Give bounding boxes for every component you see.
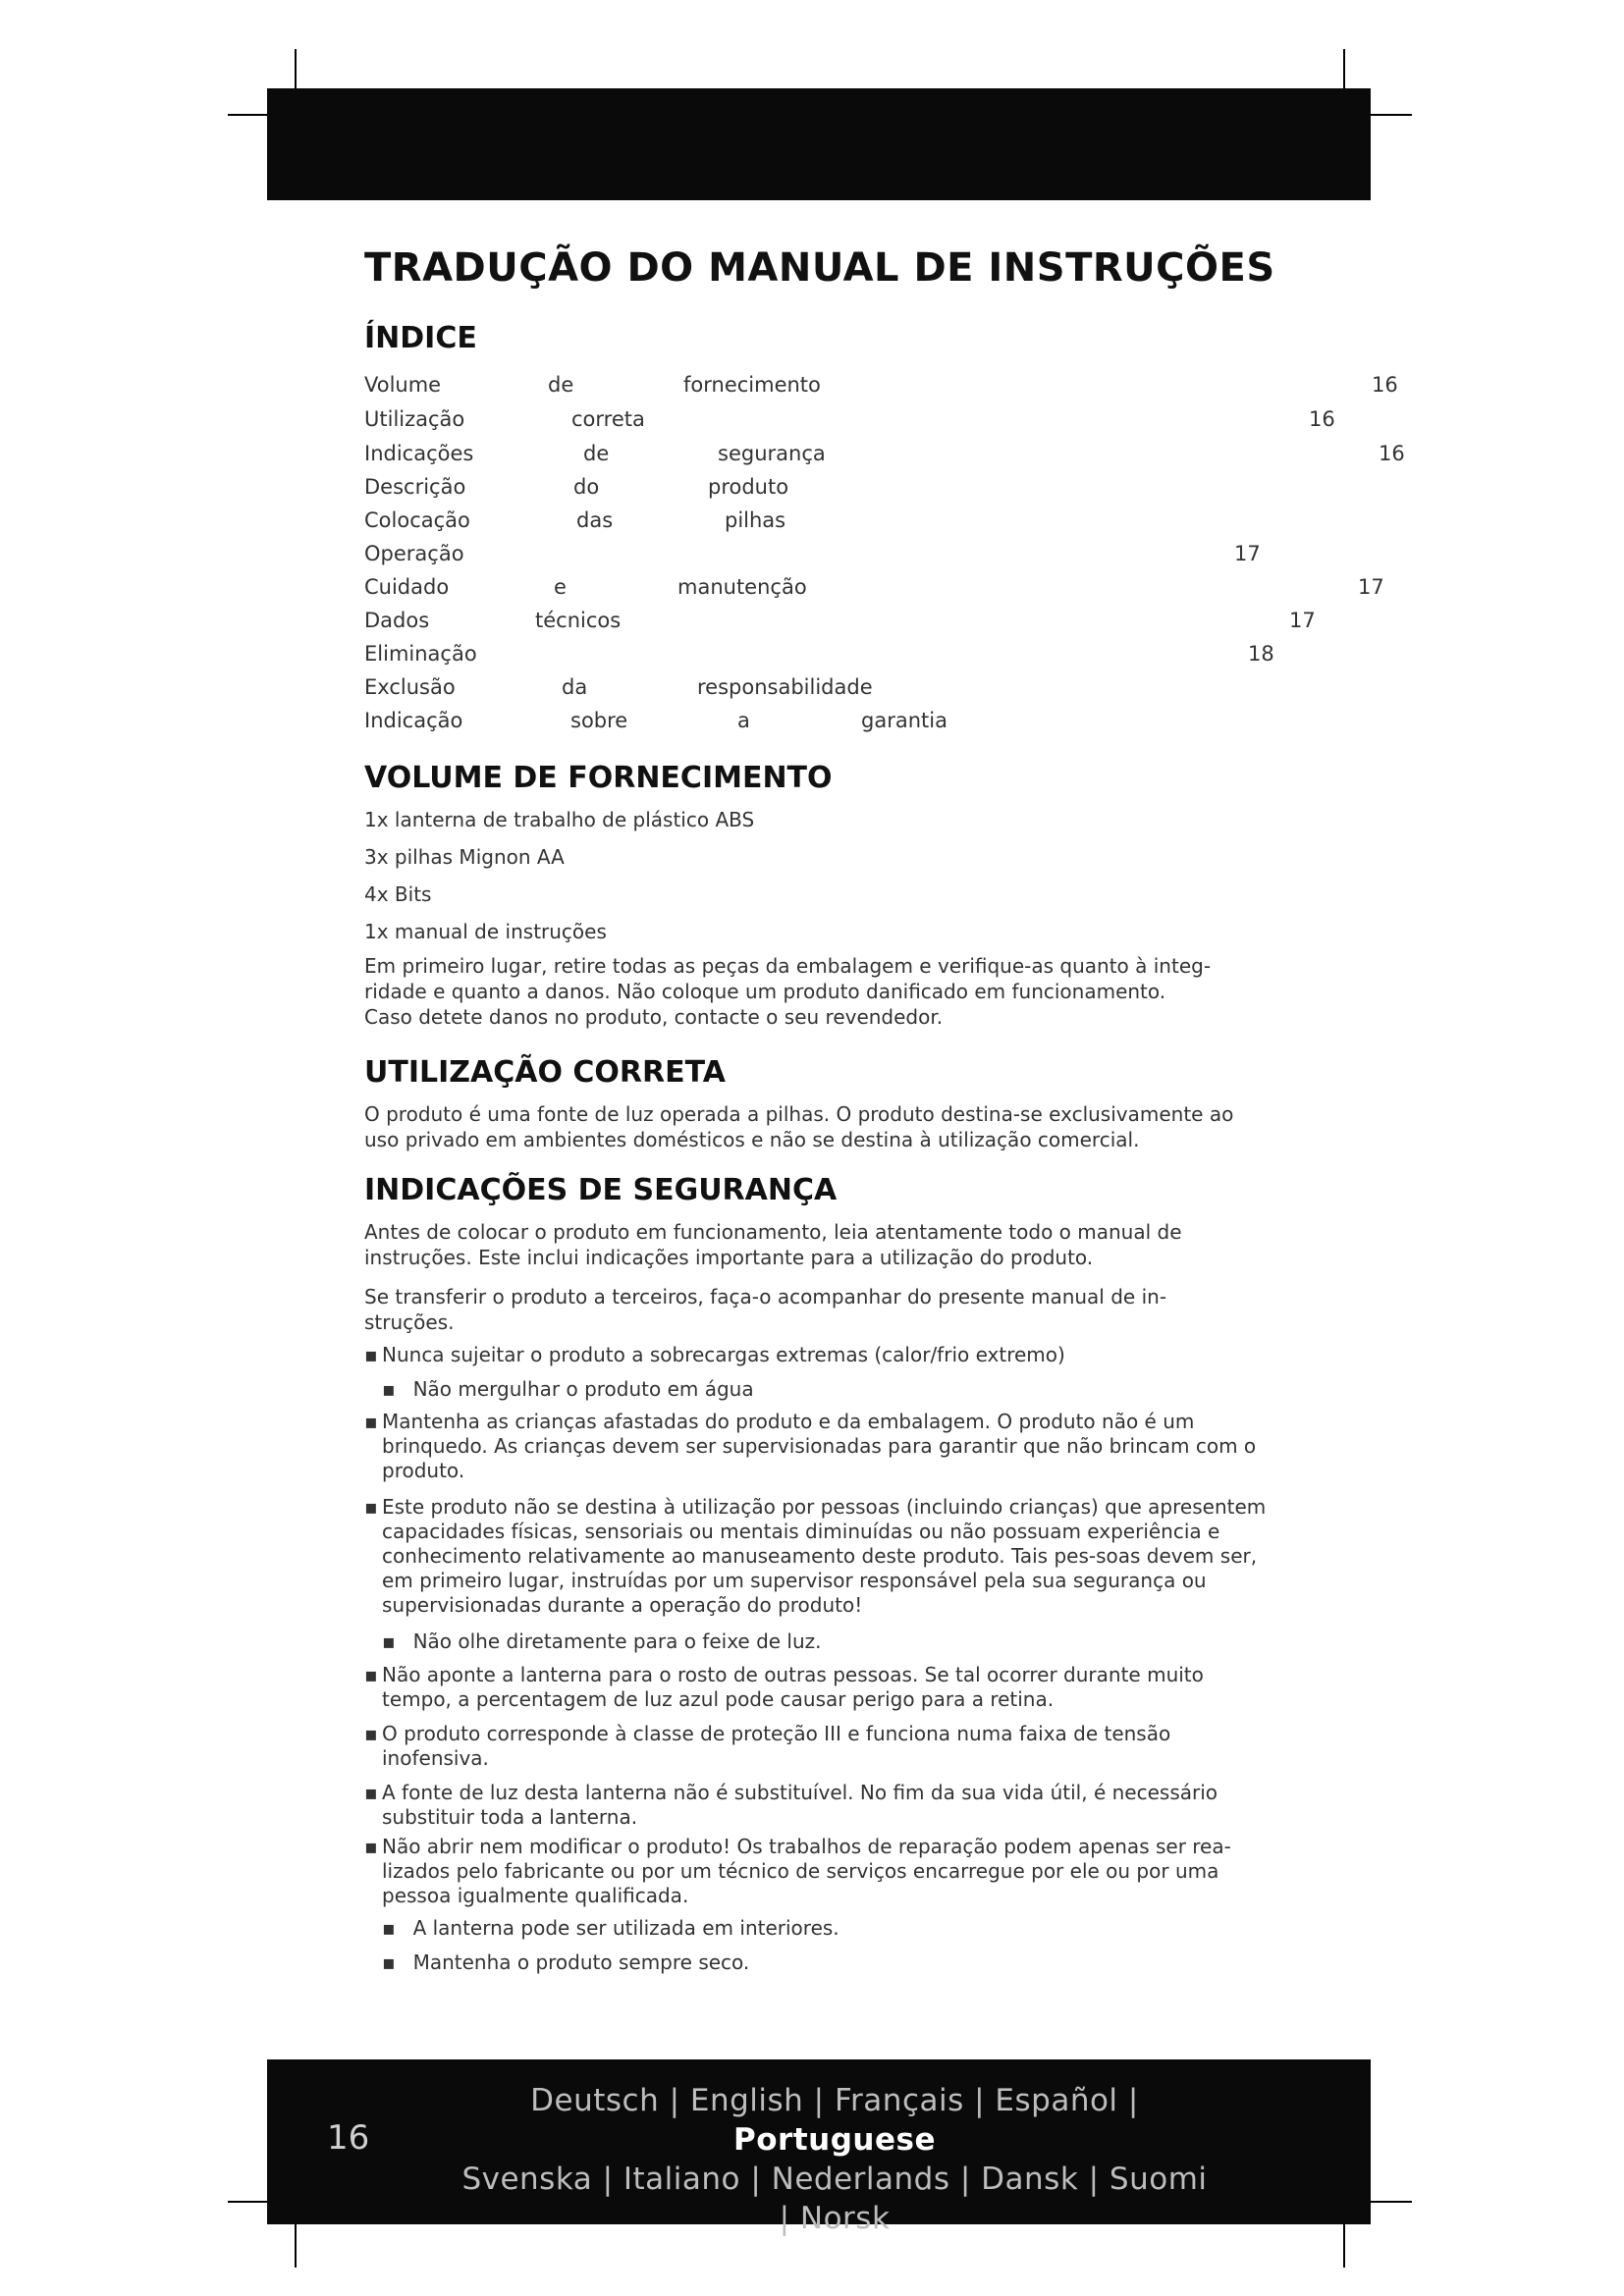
list-item: 1x lanterna de trabalho de plástico ABS — [364, 808, 755, 831]
toc-word: pilhas — [725, 508, 786, 532]
crop-mark — [295, 2220, 297, 2268]
bullet-icon: ▪ — [364, 1410, 378, 1433]
bullet-text: Não abrir nem modificar o produto! Os trabalhos de reparação podem apenas ser rea-lizados pelo fabricante ou por um técnico de serviços encarregue por ele ou por uma pessoa igualmente qualificada. — [382, 1835, 1231, 1907]
toc-word: a — [737, 709, 750, 732]
sub-bullet-item — [382, 1916, 839, 1940]
toc-page: 17 — [1358, 575, 1384, 599]
sub-bullet-item — [382, 1629, 822, 1653]
list-item: 3x pilhas Mignon AA — [364, 845, 565, 869]
paragraph: Em primeiro lugar, retire todas as peças da embalagem e verifique-as quanto à integ-ridade e quanto a danos. Não coloque um produto danificado em funcionamento. Caso detete danos no produto, contacte o seu revendedor. — [364, 954, 1212, 1029]
toc-word: Dados — [364, 609, 430, 632]
bullet-text: A fonte de luz desta lanterna não é substituível. No fim da sua vida útil, é necessário substituir toda a lanterna. — [382, 1781, 1218, 1829]
crop-mark — [1343, 2220, 1345, 2268]
bullet-icon: ▪ — [382, 1916, 396, 1940]
toc-heading: ÍNDICE — [364, 321, 477, 355]
bullet-text: Nunca sujeitar o produto a sobrecargas extremas (calor/frio extremo) — [382, 1343, 1065, 1366]
bullet-text: O produto corresponde à classe de proteção III e funciona numa faixa de tensão inofensiva. — [382, 1722, 1171, 1770]
list-item: 1x manual de instruções — [364, 920, 607, 943]
language-list[interactable]: Svenska | Italiano | Nederlands | Dansk | Suomi | Norsk — [461, 2162, 1208, 2236]
bullet-icon: ▪ — [382, 1950, 396, 1974]
toc-word: Descrição — [364, 475, 466, 499]
toc-word: e — [554, 575, 567, 599]
language-line — [452, 2081, 1218, 2160]
toc-word: Eliminação — [364, 642, 477, 666]
bullet-icon: ▪ — [364, 1663, 378, 1686]
bullet-item — [364, 1781, 1277, 1830]
language-selector — [452, 2081, 1218, 2238]
toc-word: do — [573, 475, 600, 499]
bullet-text: A lanterna pode ser utilizada em interiores. — [412, 1916, 839, 1940]
toc-word: Indicação — [364, 709, 463, 732]
page-title: TRADUÇÃO DO MANUAL DE INSTRUÇÕES — [364, 245, 1275, 291]
toc-page: 18 — [1248, 642, 1274, 666]
bullet-item — [364, 1722, 1277, 1771]
bullet-icon: ▪ — [364, 1343, 378, 1366]
bullet-icon: ▪ — [364, 1781, 378, 1804]
bullet-item — [364, 1663, 1277, 1712]
toc-word: sobre — [570, 709, 628, 732]
crop-mark — [1365, 114, 1412, 116]
language-active[interactable]: Portuguese — [733, 2122, 936, 2158]
toc-word: segurança — [718, 442, 826, 465]
paragraph: Se transferir o produto a terceiros, faça-o acompanhar do presente manual de in-struções. — [364, 1285, 1167, 1334]
toc-word: Utilização — [364, 407, 465, 431]
toc-word: Cuidado — [364, 575, 450, 599]
header-bar — [267, 88, 1371, 200]
toc-word: de — [548, 373, 574, 397]
section-heading-usage: UTILIZAÇÃO CORRETA — [364, 1055, 726, 1090]
toc-word: Volume — [364, 373, 442, 397]
toc-word: Indicações — [364, 442, 474, 465]
paragraph: Antes de colocar o produto em funcionamento, leia atentamente todo o manual de instruções. Este inclui indicações importante para a utilização do produto. — [364, 1220, 1182, 1269]
toc-word: responsabilidade — [697, 675, 873, 699]
sub-bullet-item — [382, 1377, 754, 1401]
sub-bullet-item — [382, 1950, 749, 1974]
toc-page: 16 — [1372, 373, 1398, 397]
bullet-text: Mantenha o produto sempre seco. — [412, 1950, 750, 1974]
toc-page: 17 — [1234, 542, 1261, 565]
toc-word: Exclusão — [364, 675, 456, 699]
bullet-item — [364, 1410, 1277, 1483]
toc-word: garantia — [861, 709, 947, 732]
toc-word: produto — [708, 475, 789, 499]
bullet-icon: ▪ — [382, 1629, 396, 1653]
crop-mark — [1365, 2201, 1412, 2203]
toc-word: técnicos — [535, 609, 622, 632]
bullet-text: Não aponte a lanterna para o rosto de outras pessoas. Se tal ocorrer durante muito tempo, a percentagem de luz azul pode causar perigo para a retina. — [382, 1663, 1204, 1711]
toc-word: Operação — [364, 542, 464, 565]
bullet-item — [364, 1835, 1277, 1908]
bullet-text: Este produto não se destina à utilização por pessoas (incluindo crianças) que apresentem capacidades físicas, sensoriais ou mentais diminuídas ou não possuam experiência e conhecimento relativamente ao manuseamento deste produto. Tais pes-soas devem ser, em primeiro lugar, instruídas por um supervisor responsável pela sua segurança ou supervisionadas durante a operação do produto! — [382, 1495, 1267, 1617]
bullet-icon: ▪ — [364, 1722, 378, 1745]
section-heading-safety: INDICAÇÕES DE SEGURANÇA — [364, 1173, 838, 1207]
bullet-text: Não mergulhar o produto em água — [412, 1377, 754, 1401]
toc-word: da — [562, 675, 588, 699]
toc-word: de — [583, 442, 610, 465]
paragraph: O produto é uma fonte de luz operada a pilhas. O produto destina-se exclusivamente ao uso privado em ambientes domésticos e não se destina à utilização comercial. — [364, 1102, 1234, 1151]
list-item: 4x Bits — [364, 882, 432, 906]
toc-word: fornecimento — [683, 373, 821, 397]
toc-page: 16 — [1309, 407, 1335, 431]
toc-page: 16 — [1379, 442, 1405, 465]
section-heading-volume: VOLUME DE FORNECIMENTO — [364, 761, 833, 795]
toc-word: Colocação — [364, 508, 470, 532]
bullet-icon: ▪ — [364, 1835, 378, 1858]
toc-word: das — [576, 508, 614, 532]
toc-page: 17 — [1289, 609, 1316, 632]
toc-word: correta — [571, 407, 645, 431]
bullet-icon: ▪ — [364, 1495, 378, 1519]
bullet-icon: ▪ — [382, 1377, 396, 1401]
toc-word: manutenção — [677, 575, 807, 599]
bullet-item — [364, 1343, 1277, 1367]
bullet-text: Mantenha as crianças afastadas do produto e da embalagem. O produto não é um brinquedo. As crianças devem ser supervisionadas para garantir que não brincam com o produto. — [382, 1410, 1257, 1482]
language-list[interactable]: Deutsch | English | Français | Español | — [530, 2083, 1139, 2118]
bullet-item — [364, 1495, 1277, 1618]
page-number: 16 — [327, 2118, 370, 2158]
bullet-text: Não olhe diretamente para o feixe de luz. — [412, 1629, 822, 1653]
